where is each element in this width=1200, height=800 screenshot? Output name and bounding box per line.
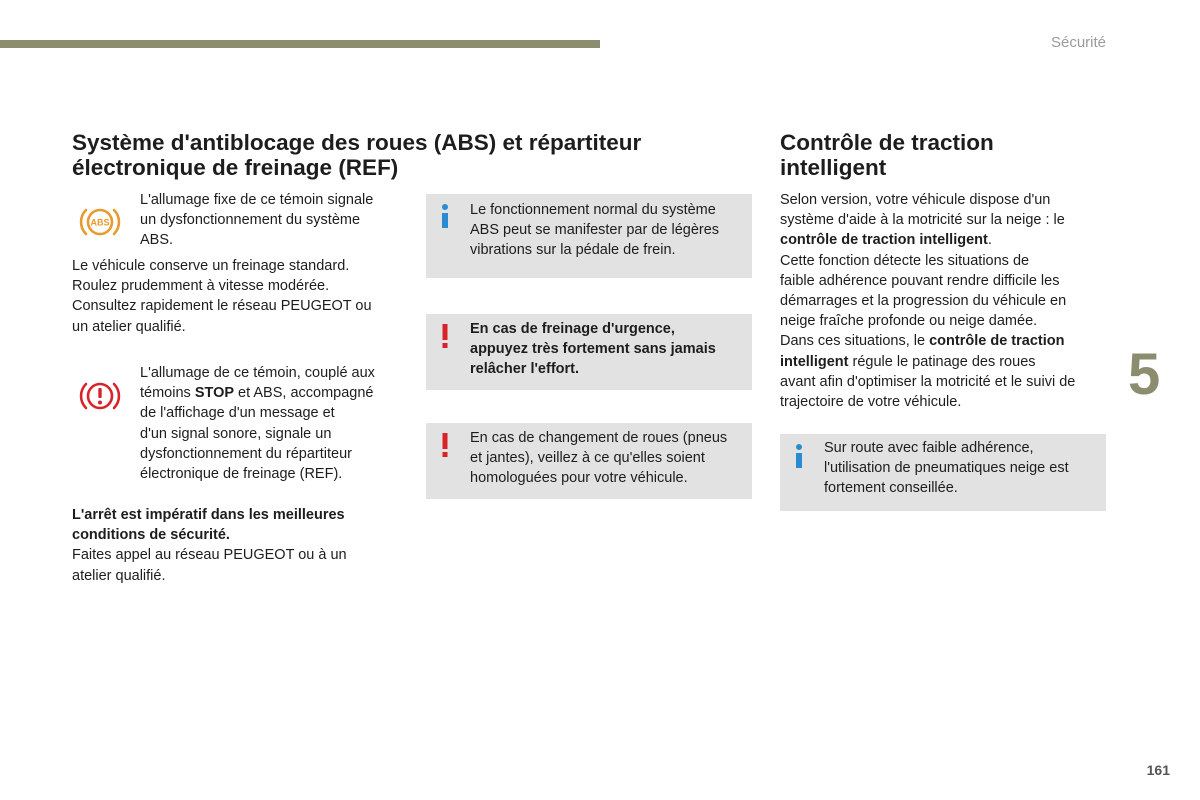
brake-warning-icon [78, 378, 122, 414]
text-line: appuyez très fortement sans jamais [470, 341, 716, 358]
text-line: l'utilisation de pneumatiques neige est [824, 460, 1069, 477]
info-icon [792, 443, 806, 469]
text-line: homologuées pour votre véhicule. [470, 470, 688, 487]
text-line: système d'aide à la motricité sur la neige : le [780, 212, 1065, 229]
text-line: de l'affichage d'un message et [140, 405, 335, 422]
abs-title-line-2: électronique de freinage (REF) [72, 155, 399, 180]
text-line: intelligent régule le patinage des roues [780, 353, 1036, 370]
text-line: Le fonctionnement normal du système [470, 202, 716, 218]
info-box-text [824, 438, 1069, 499]
text-line: En cas de freinage d'urgence, [470, 321, 675, 337]
text-line: Selon version, votre véhicule dispose d'un [780, 192, 1051, 208]
text-line: vibrations sur la pédale de frein. [470, 242, 676, 259]
info-box-text [470, 200, 719, 261]
text-line: un atelier qualifié. [72, 318, 186, 335]
text-line: L'allumage fixe de ce témoin signale [140, 192, 374, 208]
chapter-number: 5 [1128, 342, 1161, 407]
traction-title-line-2: intelligent [780, 155, 887, 180]
abs-icon-label: ABS [90, 217, 110, 228]
warning-exclamation-icon [438, 323, 452, 349]
abs-section-title [72, 130, 732, 180]
text-line: atelier qualifié. [72, 567, 166, 584]
text-line: faible adhérence pouvant rendre difficile les [780, 272, 1060, 289]
stop-instructions [72, 505, 347, 586]
warning-box-text [470, 428, 727, 489]
text-line: En cas de changement de roues (pneus [470, 430, 728, 446]
section-label: Sécurité [1050, 34, 1106, 51]
text-line: Le véhicule conserve un freinage standard. [72, 258, 350, 274]
text-line: L'arrêt est impératif dans les meilleures [72, 507, 345, 523]
warning-exclamation-icon [438, 432, 452, 458]
text-line: contrôle de traction intelligent. [780, 232, 992, 249]
abs-instructions [72, 256, 372, 337]
info-box-snow-tyres [780, 434, 1106, 511]
ref-warning-text [140, 363, 375, 484]
text-line: Cette fonction détecte les situations de [780, 252, 1030, 269]
warning-box-text [470, 319, 716, 380]
abs-warning-text [140, 190, 373, 251]
warning-box-wheel-change [426, 423, 752, 499]
text-line: dysfonctionnement du répartiteur [140, 445, 352, 462]
text-line: témoins STOP et ABS, accompagné [140, 385, 374, 402]
abs-title-line-1: Système d'antiblocage des roues (ABS) et répartiteur [72, 130, 642, 155]
warning-box-emergency-braking [426, 314, 752, 390]
text-line: démarrages et la progression du véhicule en [780, 293, 1067, 310]
text-line: relâcher l'effort. [470, 361, 580, 378]
header-bar [0, 40, 600, 48]
page-number: 161 [1146, 762, 1170, 778]
abs-warning-icon [78, 204, 122, 240]
text-line: fortement conseillée. [824, 480, 958, 497]
info-box-abs-vibrations [426, 194, 752, 278]
text-line: trajectoire de votre véhicule. [780, 394, 962, 411]
text-line: un dysfonctionnement du système [140, 212, 361, 229]
text-line: Dans ces situations, le contrôle de traction [780, 333, 1065, 350]
text-line: Roulez prudemment à vitesse modérée. [72, 278, 330, 295]
text-line: L'allumage de ce témoin, couplé aux [140, 365, 375, 381]
text-line: électronique de freinage (REF). [140, 466, 343, 483]
text-line: Sur route avec faible adhérence, [824, 440, 1034, 456]
text-line: avant afin d'optimiser la motricité et le suivi de [780, 373, 1076, 390]
traction-title-line-1: Contrôle de traction [780, 130, 994, 155]
stop-emphasis: STOP [194, 385, 235, 402]
info-icon [438, 203, 452, 229]
text-line: Faites appel au réseau PEUGEOT ou à un [72, 547, 347, 564]
traction-body-text [780, 190, 1075, 412]
text-line: d'un signal sonore, signale un [140, 425, 332, 442]
text-line: ABS. [140, 232, 174, 249]
text-line: ABS peut se manifester par de légères [470, 222, 720, 239]
text-line: conditions de sécurité. [72, 527, 230, 544]
text-line: Consultez rapidement le réseau PEUGEOT ou [72, 298, 372, 315]
traction-section-title [780, 130, 1080, 180]
text-line: et jantes), veillez à ce qu'elles soient [470, 450, 705, 467]
text-line: neige fraîche profonde ou neige damée. [780, 313, 1038, 330]
